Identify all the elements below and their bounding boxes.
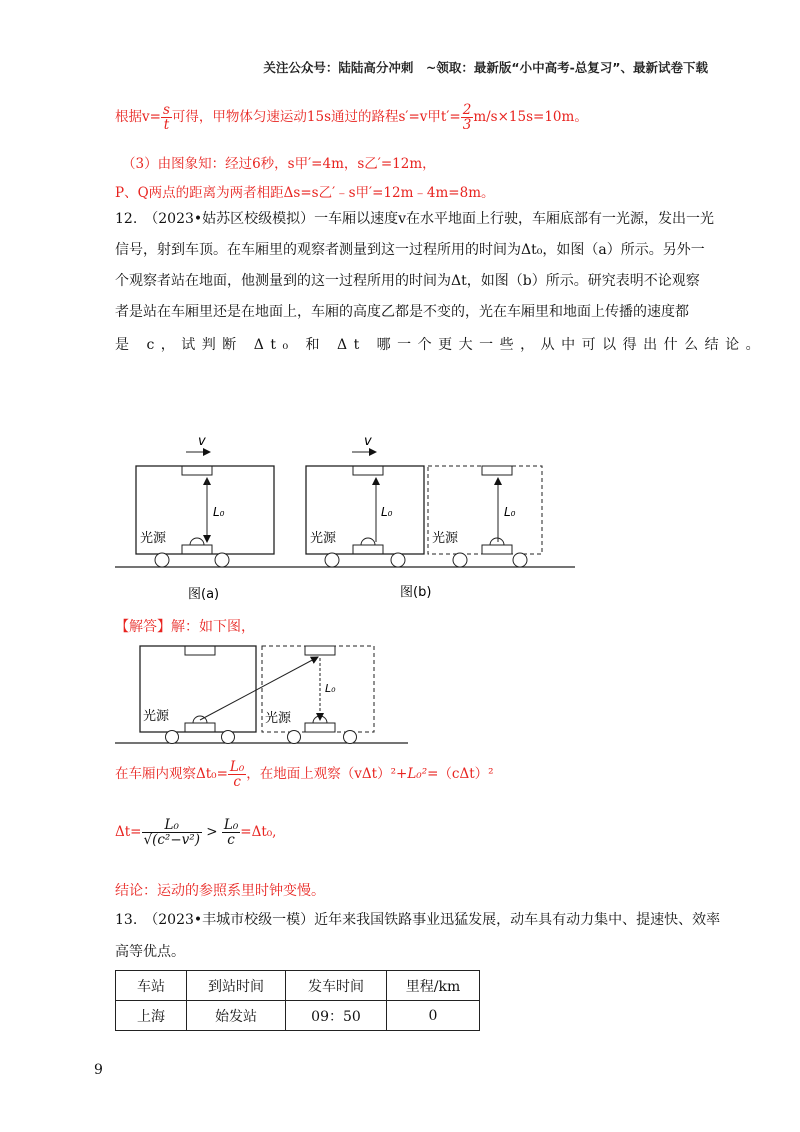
q12-line-5: 是 c，试判断 Δt₀ 和 Δt 哪一个更大一些，从中可以得出什么结论。 <box>115 337 767 353</box>
table-header: 到站时间 <box>187 971 286 1001</box>
car-a-light-source <box>182 545 212 554</box>
fraction-L0-over-root <box>142 818 202 847</box>
wheel-icon <box>166 731 179 744</box>
q12-line-3: 个观察者站在地面，他测量到的这一过程所用的时间为Δt，如图（b）所示。研究表明不论观察 <box>115 273 700 289</box>
eq-text: 在车厢内观察Δt₀= <box>115 766 228 783</box>
label-L0-a: L₀ <box>213 505 225 519</box>
frac-den: c <box>227 832 235 849</box>
table-header: 发车时间 <box>286 971 387 1001</box>
answer-text: 可得，甲物体匀速运动15s通过的路程s′=v甲t′= <box>171 109 461 126</box>
frac-den: c <box>233 774 241 791</box>
fraction-L0-over-c-2 <box>222 818 240 847</box>
lamp-icon <box>190 538 204 545</box>
frac-den: 3 <box>462 117 472 134</box>
lamp-icon <box>361 538 375 545</box>
q13-line-1: 13. （2023•丰城市校级一模）近年来我国铁路事业迅猛发展，动车具有动力集中、提速快、效率 <box>115 912 721 928</box>
frac-num: 2 <box>462 102 472 118</box>
eq-gt: > <box>206 824 218 841</box>
fraction-two-thirds <box>461 103 474 132</box>
lamp-icon <box>490 538 504 545</box>
caption-b: 图(b) <box>400 585 432 600</box>
diagonal-light-path <box>200 657 318 720</box>
label-source-b-end: 光源 <box>432 531 459 546</box>
answer-text: m/s×15s=10m。 <box>473 109 588 126</box>
car-b-light-source <box>353 545 383 554</box>
label-v-a: v <box>198 434 206 449</box>
wheel-icon <box>155 553 169 567</box>
wheel-icon <box>222 731 235 744</box>
wheel-icon <box>325 553 339 567</box>
table-cell: 09：50 <box>286 1001 387 1031</box>
frac-den: t <box>163 117 170 134</box>
figure-a-b <box>110 430 590 610</box>
solution-figure <box>110 640 420 752</box>
label-v-b: v <box>364 434 372 449</box>
frac-num: L₀ <box>229 759 245 775</box>
label-L0-b: L₀ <box>381 505 393 519</box>
q12-line-2: 信号，射到车顶。在车厢里的观察者测量到这一过程所用的时间为Δt₀，如图（a）所示。另外一 <box>115 242 705 258</box>
answer-text: 根据v= <box>115 109 161 126</box>
frac-den: √(c²−v²) <box>143 832 200 849</box>
q12-line-4: 者是站在车厢里还是在地面上，车厢的高度乙都是不变的，光在车厢里和地面上传播的速度都 <box>115 304 689 320</box>
fraction-s-over-t <box>161 103 172 132</box>
car-end-source <box>305 723 335 732</box>
solution-eq-1 <box>115 760 494 789</box>
eq-text: Δt= <box>115 824 142 841</box>
answer-line-2: （3）由图象知：经过6秒，s甲′=4m，s乙′=12m， <box>122 156 436 172</box>
eq-L0-squared: L₀² <box>407 766 428 783</box>
q12-line-1: 12. （2023•姑苏区校级模拟）一车厢以速度v在水平地面上行驶，车厢底部有一光源，发出一光 <box>115 211 715 227</box>
table-row <box>116 1001 480 1031</box>
label-L0-b-end: L₀ <box>504 505 516 519</box>
car-top-detector <box>185 646 215 655</box>
solution-conclusion: 结论：运动的参照系里时钟变慢。 <box>115 883 325 899</box>
solution-eq-2 <box>115 818 276 847</box>
wheel-icon <box>391 553 405 567</box>
eq-text: ，在地面上观察（vΔt）²+ <box>246 766 408 783</box>
solution-intro: 【解答】解：如下图， <box>115 619 255 635</box>
fraction-L0-over-c <box>228 760 246 789</box>
table-header-row <box>116 971 480 1001</box>
train-schedule-table <box>115 970 480 1031</box>
table-cell: 0 <box>387 1001 480 1031</box>
table-header: 里程/km <box>387 971 480 1001</box>
frac-num: L₀ <box>223 817 239 833</box>
car-end-top <box>305 646 335 655</box>
car-b-end-top <box>482 466 512 475</box>
wheel-icon <box>288 731 301 744</box>
frac-num: s <box>162 102 170 118</box>
q13-line-2: 高等优点。 <box>115 944 185 960</box>
eq-text: =（cΔt）² <box>427 766 494 783</box>
eq-text: =Δt₀, <box>240 824 277 841</box>
label-source-b: 光源 <box>310 531 337 546</box>
wheel-icon <box>215 553 229 567</box>
page-number: 9 <box>94 1062 103 1078</box>
wheel-icon <box>513 553 527 567</box>
car-b-end-source <box>482 545 512 554</box>
wheel-icon <box>344 731 357 744</box>
frac-num: L₀ <box>142 818 202 833</box>
answer-line-3: P、Q两点的距离为两者相距Δs=s乙′﹣s甲′=12m﹣4m=8m。 <box>115 185 495 201</box>
wheel-icon <box>453 553 467 567</box>
car-b-top-detector <box>353 466 383 475</box>
table-cell: 始发站 <box>187 1001 286 1031</box>
label-source: 光源 <box>143 709 170 724</box>
label-source-a: 光源 <box>140 531 167 546</box>
answer-line-1 <box>115 103 588 132</box>
table-cell: 上海 <box>116 1001 187 1031</box>
label-L0: L₀ <box>325 682 336 695</box>
caption-a: 图(a) <box>188 587 220 602</box>
car-light-source <box>185 723 215 732</box>
table-header: 车站 <box>116 971 187 1001</box>
page-header: 关注公众号：陆陆高分冲刺 ~领取：最新版“小中高考-总复习”、最新试卷下载 <box>263 60 708 75</box>
car-a-top-detector <box>182 466 212 475</box>
label-source-end: 光源 <box>265 711 292 726</box>
